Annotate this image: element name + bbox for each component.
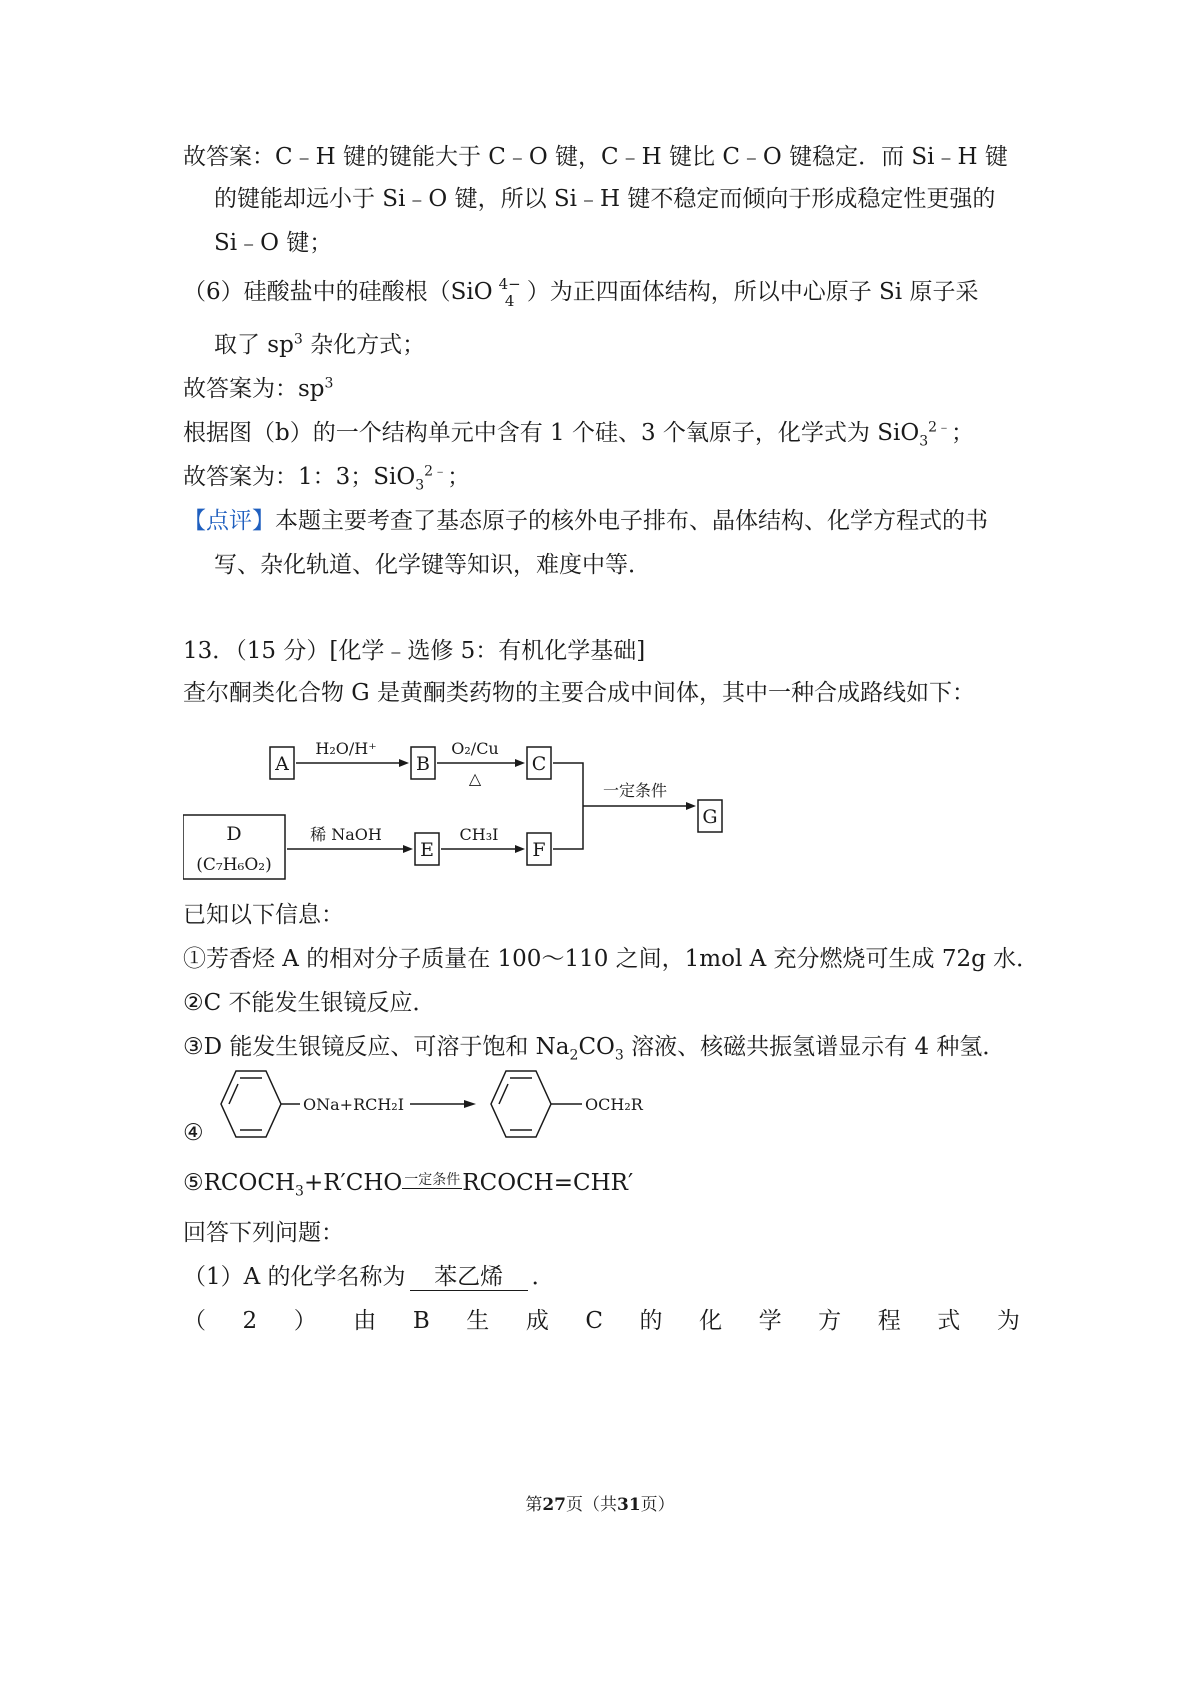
- q6-post: ）为正四面体结构，所以中心原子 Si 原子采: [526, 279, 979, 305]
- q2-char: 化: [699, 1308, 723, 1334]
- footer-total-pages: 31: [617, 1495, 641, 1515]
- info3-sub1: 2: [569, 1047, 579, 1064]
- answer-line-1: 故答案：C﹣H 键的键能大于 C﹣O 键，C﹣H 键比 C﹣O 键稳定．而 Si﹣H 键: [183, 144, 1008, 170]
- label-F: F: [532, 839, 546, 861]
- ans3-sub: 3: [415, 477, 425, 494]
- fig-b-post: ；: [951, 420, 975, 446]
- q6-pre: （6）硅酸盐中的硅酸根（SiO: [183, 279, 493, 305]
- figure-b-line: [183, 418, 974, 448]
- rxn4-right-group: OCH₂R: [585, 1095, 643, 1114]
- label-E: E: [420, 839, 434, 861]
- label-D: D: [226, 823, 242, 845]
- q6-charge-sub: 4: [504, 292, 515, 310]
- q2-char: 式: [937, 1308, 961, 1334]
- q1-post: ．: [531, 1264, 555, 1290]
- q2-char: C: [585, 1308, 603, 1334]
- reagent-condition: 一定条件: [602, 781, 668, 800]
- q2-char: 由: [353, 1308, 377, 1334]
- info-3: [183, 1032, 1005, 1062]
- info5-condition-arrow: [402, 1172, 462, 1189]
- comment-tag: 【点评】: [183, 508, 275, 534]
- q6-l2-pre: 取了 sp: [214, 332, 294, 358]
- answer-prompt: 回答下列问题：: [183, 1220, 344, 1246]
- q1-answer-blank: 苯乙烯: [410, 1264, 528, 1291]
- q2-char: 为: [996, 1308, 1020, 1334]
- label-D-formula: (C₇H₆O₂): [196, 855, 272, 875]
- ans3-sup: 2﹣: [424, 463, 448, 480]
- q6-line-2: [214, 330, 425, 360]
- q6-l2-sup: 3: [293, 331, 303, 348]
- q2-char: 生: [466, 1308, 490, 1334]
- q1-pre: （1）A 的化学名称为: [183, 1264, 406, 1290]
- q6-ion-charge: [499, 276, 521, 310]
- answer-sp3: [183, 374, 333, 404]
- fig-b-sup: 2﹣: [928, 419, 952, 436]
- info-1: ①芳香烃 A 的相对分子质量在 100～110 之间，1mol A 充分燃烧可生成 72g 水．: [183, 946, 1040, 972]
- q2-line: [183, 1306, 1020, 1336]
- q13-intro: 查尔酮类化合物 G 是黄酮类药物的主要合成中间体，其中一种合成路线如下：: [183, 680, 975, 706]
- q1-line: [183, 1262, 555, 1292]
- ans3-pre: 故答案为：1：3；SiO: [183, 464, 416, 490]
- q2-char: 学: [758, 1308, 782, 1334]
- q2-char: ）: [293, 1308, 317, 1334]
- q6-l2-post: 杂化方式；: [302, 332, 426, 358]
- info5-mid: +R′CHO: [303, 1170, 403, 1196]
- info5-pre: ⑤RCOCH: [183, 1170, 296, 1196]
- label-A: A: [275, 753, 289, 775]
- reagent-o2cu: O₂/Cu: [451, 739, 499, 758]
- reagent-naoh: 稀 NaOH: [310, 825, 382, 844]
- reagent-ch3i: CH₃I: [459, 825, 499, 844]
- q13-header: 13．（15 分）[化学﹣选修 5：有机化学基础]: [183, 638, 646, 664]
- comment-text-1: 本题主要考查了基态原子的核外电子排布、晶体结构、化学方程式的书: [275, 508, 988, 534]
- label-G: G: [702, 806, 718, 828]
- info3-pre: ③D 能发生银镜反应、可溶于饱和 Na: [183, 1034, 570, 1060]
- comment-line-2: 写、杂化轨道、化学键等知识，难度中等．: [214, 552, 651, 578]
- known-title: 已知以下信息：: [183, 902, 344, 928]
- q6-charge-sup: 4−: [498, 275, 521, 293]
- q2-char: 的: [639, 1308, 663, 1334]
- info3-post: 溶液、核磁共振氢谱显示有 4 种氢．: [623, 1034, 1006, 1060]
- synthesis-scheme: [183, 718, 803, 898]
- info5-sub: 3: [295, 1183, 304, 1200]
- reaction-4: [200, 1066, 720, 1148]
- info3-sub2: 3: [614, 1047, 624, 1064]
- label-B: B: [416, 753, 430, 775]
- q2-char: （: [183, 1308, 206, 1334]
- footer-post: 页）: [640, 1495, 675, 1515]
- fig-b-sub: 3: [919, 433, 929, 450]
- info-5: [183, 1168, 633, 1198]
- footer-mid: 页（共: [566, 1495, 617, 1515]
- page-footer: [0, 1490, 1200, 1515]
- q2-char: B: [412, 1308, 430, 1334]
- footer-page-number: 27: [542, 1495, 566, 1515]
- q6-line-1: [183, 276, 978, 310]
- info5-post: RCOCH=CHR′: [462, 1170, 634, 1196]
- info5-condition: 一定条件: [404, 1172, 461, 1188]
- q2-char: 程: [877, 1308, 901, 1334]
- comment-line-1: [183, 506, 988, 536]
- answer-line-3: Si﹣O 键；: [214, 230, 333, 256]
- fig-b-pre: 根据图（b）的一个结构单元中含有 1 个硅、3 个氧原子，化学式为 SiO: [183, 420, 920, 446]
- reagent-heat: △: [468, 769, 482, 788]
- ans2-pre: 故答案为：sp: [183, 376, 325, 402]
- info-2: ②C 不能发生银镜反应．: [183, 990, 436, 1016]
- info3-mid: CO: [578, 1034, 615, 1060]
- answer-line-2: 的键能却远小于 Si﹣O 键，所以 Si﹣H 键不稳定而倾向于形成稳定性更强的: [214, 186, 996, 212]
- reagent-h2o: H₂O/H⁺: [315, 739, 377, 758]
- answer-ratio: [183, 462, 470, 492]
- footer-pre: 第: [525, 1495, 543, 1515]
- q2-char: 方: [818, 1308, 842, 1334]
- q2-char: 2: [242, 1308, 258, 1334]
- rxn4-left-group: ONa+RCH₂I: [303, 1095, 405, 1114]
- ans2-sup: 3: [324, 375, 334, 392]
- info-4-number: ④: [183, 1120, 204, 1146]
- label-C: C: [531, 753, 547, 775]
- ans3-post: ；: [447, 464, 471, 490]
- q2-char: 成: [525, 1308, 549, 1334]
